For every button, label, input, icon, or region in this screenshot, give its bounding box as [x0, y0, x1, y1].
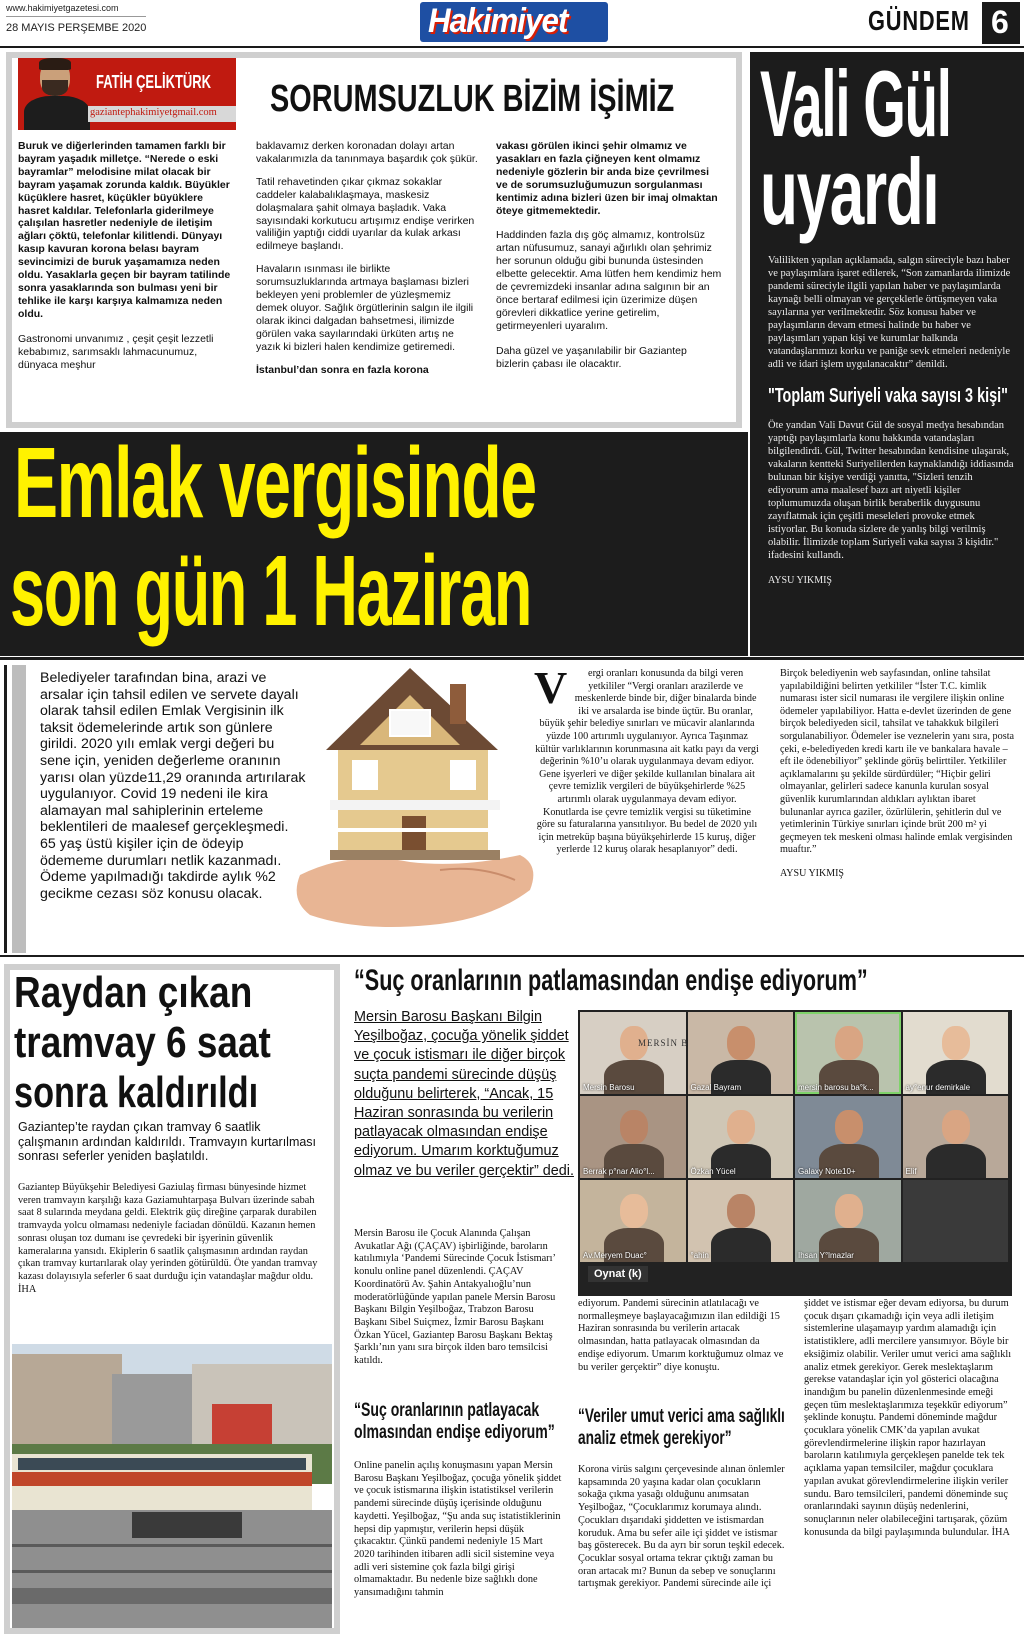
header-rule [0, 46, 1024, 48]
participant-name-label: Gazal Bayram [690, 1083, 742, 1092]
participant-body [711, 1228, 771, 1262]
issue-date: 28 MAYIS PERŞEMBE 2020 [6, 22, 147, 34]
participant-name-label: Ihsan Y°lmazlar [798, 1251, 854, 1260]
emlak-c1: ergi oranları konusunda da bilgi veren yetkililer “Vergi oranları arazilerde ve meskenlerde binde bir, diğer binalarda binde iki ve arsalarda ise binde üçtür. Bu oranlar, büyük şehir belediye sınırları ve mücavir alanlarında yüzde 100 artırımlı uygulanıyor. Ayrıca Taşınmaz kültür varlıklarının korunmasına ait katkı payı da vergi değerinin %10’u olarak uygulanmaya devam ediyor. Gene işyerleri ve diğer şekilde kullanılan binalara ait çevre temizlik vergileri de büyükşehirlerde %25 artırımlı olarak uygulanmaya devam ediyor. Konutlarda ise çevre temizlik vergisi su tüketimine göre su faturalarına yansıtılıyor. Bu bedel de 2020 yılı için metreküp başına büyükşehirlerde 15 kuruş, diğer yerlerde 12 kuruş olarak hesaplanıyor” dedi. [535, 668, 759, 856]
column-col2 [256, 140, 478, 420]
tramvay-headline-1: Raydan çıkan [14, 968, 253, 1017]
house-in-hand-image [290, 650, 540, 940]
house-door [402, 816, 426, 852]
column-col2-p4: İstanbul’dan sonra en fazla korona [256, 363, 429, 376]
hand-shape [297, 855, 534, 927]
suc-sub2: “Veriler umut verici ama sağlıklı analiz etmek gerekiyor” [578, 1406, 785, 1449]
author-beard [42, 80, 68, 96]
participant-face [727, 1026, 755, 1060]
participant-name-label: °ahin [690, 1251, 709, 1260]
house-window-1 [390, 710, 430, 736]
zoom-tile [795, 1096, 901, 1178]
suc-p4: Korona virüs salgını çerçevesinde alınan önlemler kapsamında 20 yaşına kadar olan çocukların sokağa çıkma yasağı olduğunu anımsatan Yeşilboğaz, “Çocuklarımız korumaya alındı. Çocukları dışarıdaki şiddetten ve istismardan koruduk. Ama bu sefer aile içi şiddet ve istismar baş gösterecek. Bu da ayrı bir sorun teşkil edecek. Çocuklar sosyal ortama tekrar çıktığı zaman bu oran artacak mı? Bunun da sebep ve sonuçlarını tartışmak gerekiyor. Pandemi sürecinde aile içi [578, 1464, 785, 1590]
logo-text: Hakimiyet [428, 2, 568, 40]
participant-face [942, 1026, 970, 1060]
section-label: GÜNDEM [868, 5, 970, 36]
suc-sub1: “Suç oranlarının patlayacak olmasından endişe ediyorum” [354, 1400, 555, 1443]
vali-text-box [768, 254, 1014, 587]
emlak-dropcap: V [534, 662, 568, 713]
column-col1 [18, 140, 236, 420]
author-name: FATİH ÇELİKTÜRK [96, 72, 211, 92]
column-col3-p2: Haddinden fazla dış göç almamız, kontrolsüz artan nüfusumuz, sanayi ağırlıklı olan şehrimiz her sorunun olduğu gibi bununda üstesinden elbette gelecektir. Ama lütfen hem kendimiz hem de çevremizdeki insanlar adına salgının bir an önce bertaraf edilmesi için üzerimize düşen görevleri dikkatlice yerine getirelim, getirmeyenleri uyaralım. [496, 229, 722, 332]
zoom-tile [795, 1012, 901, 1094]
emlak-lead: Belediyeler tarafından bina, arazi ve arsalar için tahsil edilen ve servete dayalı olarak tahsil edilen Emlak Vergisinin ilk taksit ödemelerinde artık son günlere girildi. 2020 yılı emlak vergi değeri bu sene için, yeniden değerleme oranının yarısı olan yüzde11,29 oranında artırılarak uygulanıyor. Covid 19 nedeni ile kira alamayan mal sahiplerinin erteleme beklentileri de maalesef gerçekleşmedi. 65 yaş üstü kişiler için de ödeyip ödememe durumları netlik kazanmadı. Ödeme yapılmadığı takdirde aylık %2 gecikme cezası söz konusu olacak. [40, 670, 306, 902]
vali-p2: Öte yandan Vali Davut Gül de sosyal medya hesabından yaptığı paylaşımlarla konu hakkında vatandaşları bilgilendirdi. Gül, Twitter hesabından kendisine ulaşarak, vakaların kentteki Suriyelilerden kaynaklandığı iddiasında bulunan bir kişiye verdiği yanıtta, "Sizleri tenzih ediyorum ama maalesef bazı art niyetli kişiler toplumumuzda oluşan birlik beraberlik duygusunu zayıflatmak için çeşitli meseleleri provoke etmek istiyorlar. Bu konuda sizlere de yanlış bilgi verilmiş olabilir. İlimizde toplam Suriyeli vaka sayısı 3 kişidir." ifadesini kullandı. [768, 420, 1014, 561]
zoom-tile [903, 1180, 1009, 1262]
tramvay-headline-2: tramvay 6 saat [14, 1018, 271, 1067]
emlak-lead-bar-2 [12, 665, 26, 953]
zoom-tiles [580, 1012, 1010, 1264]
vali-headline-2: uyardı [760, 139, 939, 244]
suc-p5: şiddet ve istismar eğer devam ediyorsa, bu durum çocuk dışarı çıkamadığı için veya adli iletişim sistemlerine ulaşamayıp yardım alamadığı için istatistiklere, adli mercilere yansımıyor. Böyle bir eksiğimiz olabilir. Veriler umut verici ama sağlıklı analiz etmek gerekiyor. Gerek meslektaşlarım gerekse vatandaşlar için yol gösterici olacağına inandığım bu panelin düzenlenmesinde emeği geçen tüm meslektaşlarımıza teşekkür ediyorum” şeklinde konuştu. Pandemi döneminde mağdur çocuklara yönelik CMK’da yapılan avukat görevlendirmelerine ilişkin rapor hazırlayan baroların katılımıyla gerçekleşen panelde tek tek açıklama yapan temsilciler, mağdur çocuklara yapılan avukat görevlendirmelerine ilişkin veriler sundu. Baro temsilcileri, pandemi döneminde suç oranlarındaki sayının düşüş nedenlerini, sonuçlarının neler olabileceğini tartışarak, çözüm konusunda da bilgi paylaşımında bulundular. İHA [804, 1298, 1012, 1538]
column-title: SORUMSUZLUK BİZİM İŞİMİZ [270, 78, 675, 120]
fence [12, 1588, 332, 1604]
rail-2 [12, 1570, 332, 1573]
emlak-col2 [780, 668, 1016, 944]
suc-p1: Mersin Barosu ile Çocuk Alanında Çalışan Avukatlar Ağı (ÇAÇAV) işbirliğinde, baroların katılımıyla ‘Pandemi Sürecinde Çocuk İstismarı’ konulu online panel düzenlendi. ÇAÇAV Koordinatörü Av. Şahin Antakyalıoğlu’nun moderatörlüğünde yapılan panele Mersin Barosu Başkanı Bilgin Yeşilboğaz, Trabzon Barosu Başkanı Sibel Suiçmez, İzmir Barosu Başkanı Özkan Yücel, Gaziantep Barosu Başkanı Bektaş Şarklı’nın yanı sıra birçok ilden baro temsilcisi katıldı. [354, 1228, 556, 1367]
zoom-tile [580, 1096, 686, 1178]
emlak-headline-2: son gün 1 Haziran [10, 535, 532, 647]
house-porch [330, 800, 500, 810]
emlak-c2: Birçok belediyenin web sayfasından, online tahsilat yapılabildiğini belirten yetkililer “İster T.C. kimlik numarası ister sicil numarası ile vergilere ilişkin online ödemeler yapılabiliyor. Hatta e-devlet üzerinden de gene birçok belediyeden sicil, tahsilat ve tahakkuk bilgileri sorgulanabiliyor. Ödemeler ise veznelerin yanı sıra, posta çeki, e-belediyeden kredi kartı ile ve bankalara havale – eft ile ödenebiliyor” şeklinde görüş belirttiler. Yetkililer açıklamalarını şu şekilde sürdürdüler; “Hiçbir geliri olmayanlar, gelirleri sadece kanunla kurulan sosyal güvenlik kurumlarından aldıkları aylıktan ibaret bulunanlar ayrıca gaziler, özürlülerin, şehitlerin dul ve yetimlerinin Türkiye sınırları içinde brüt 200 m² yi geçmeyen tek meskeni olması halinde emlak vergisinden muaftır.” [780, 668, 1015, 856]
zoom-tile [580, 1180, 686, 1262]
author-email[interactable]: gaziantephakimiyetgmail.com [90, 107, 217, 118]
author-hair [39, 58, 71, 70]
author-photo [26, 58, 88, 130]
website-url[interactable]: www.hakimiyetgazetesi.com [6, 3, 119, 13]
tram-accident-photo [12, 1344, 332, 1628]
vali-p1: Valilikten yapılan açıklamada, salgın süreciyle bazı haber ve paylaşımlara işaret edilerek, “Son zamanlarda ilimizde pandemi süreciyle ilgili yapılan haber ve paylaşımlarda kaynağı belli olmayan ve gerçeklerle örtüşmeyen vaka sayılarına yer verilmektedir. Söz konusu haber ve paylaşımların devam etmesi halinde bu haber ve paylaşımları yapan kişi ve kurumlar halkında vatandaşlarımızı korku ve paniğe sevk etmeleri nedeniyle adli ve idari işlem uygulanacaktır” denildi. [768, 255, 1011, 370]
house-chimney [450, 684, 466, 724]
zoom-tile [903, 1096, 1009, 1178]
house-base [330, 850, 500, 860]
participant-face [942, 1110, 970, 1144]
crowd [132, 1512, 242, 1538]
participant-face [835, 1026, 863, 1060]
participant-face [620, 1194, 648, 1228]
participant-name-label: ay°enur demirkale [905, 1083, 971, 1092]
tramvay-p1: Gaziantep Büyükşehir Belediyesi Gaziulaş firması bünyesinde hizmet veren tramvayın karşılığı kaza Gaziamuhtarpaşa Bulvarı üzerinde sabah saat 8 sularında meydana geldi. Elektrik güç direğine çarparak durabilen tramvayda yolcu olmaması nedeniyle faciadan dönüldü. Kazanın hemen sonrası oluşan toz dumanı ise çevredeki bir işyerinin güvenlik kameralarına yansıdı. Ekiplerin 6 saatlik çalışmasının ardından raydan çıkan tramvay kurtarılarak olay yerinden götürüldü. Öte yandan tramvay kazası dolayısıyla seferler 6 saat durduğu için vatandaşlar mağdur oldu. İHA [18, 1182, 318, 1295]
column-col3 [496, 140, 722, 420]
column-col3-bold: vakası görülen ikinci şehir olmamız ve yasakları en fazla çiğneyen kent olmamız nedeniyle gözlerin bir anda bize çevrilmesi ve de sorumsuzluğumuzun sorgulanması kentimiz adına bizleri üzen bir imaj olmaktan öteye gitmemektedir. [496, 140, 718, 217]
participant-face [620, 1110, 648, 1144]
house-window-3 [450, 760, 476, 790]
participant-face [835, 1194, 863, 1228]
emlak-lead-bar [4, 665, 7, 953]
column-col2-p1: baklavamız derken koronadan dolayı artan vakalarımızla da tanınmaya başardık çok şükür. [256, 140, 478, 165]
zoom-tile [580, 1012, 689, 1094]
participant-name-label: mersin barosu ba°k... [798, 1083, 874, 1092]
vali-headline-1: Vali Gül [760, 51, 951, 156]
tram-stripe [12, 1472, 312, 1486]
column-col2-p3: Havaların ısınması ile birlikte sorumsuzluklarında artmaya başlaması bizleri bekleyen yeni problemler de yüzleşmemiz demek oluyor. Sağlık örgütlerinin salgın ile ilgili olarak ikinci dalgadan bahsetmesi, ilimizde görülen vaka sayılarındaki ürküten artış ne yazık ki bizleri halen kendimize getiremedi. [256, 263, 474, 353]
vali-subhead: "Toplam Suriyeli vaka sayısı 3 kişi" [768, 385, 1008, 407]
author-body [24, 96, 90, 130]
participant-body [926, 1144, 986, 1178]
house-railing [336, 828, 494, 832]
participant-face [727, 1110, 755, 1144]
suc-headline: “Suç oranlarının patlamasından endişe ediyorum” [354, 964, 868, 997]
column-col3-p3: Daha güzel ve yaşanılabilir bir Gaziantep bizlerin çabası ile olacaktır. [496, 344, 687, 370]
masthead-rule [6, 16, 146, 17]
participant-name-label: Mersin Barosu [583, 1083, 635, 1092]
suc-p3: ediyorum. Pandemi sürecinin atlatılacağı ve normalleşmeye başlayacağımızın ilan edildiği 15 Haziran sonrasında bu verilerin artacak olmasından, hatta patlayacak olmasından da endişe ediyorum. Umarım korktuğumuz olmaz ve bu veriler gerçektir” diye konuştu. [578, 1298, 784, 1373]
emlak-col1 [534, 662, 760, 944]
emlak-headline-1: Emlak vergisinde [14, 427, 536, 539]
zoom-play-label[interactable]: Oynat (k) [588, 1266, 648, 1282]
participant-name-label: Elif [905, 1167, 917, 1176]
rail-1 [12, 1544, 332, 1547]
zoom-tile [903, 1012, 1009, 1094]
participant-name-label: Berrak p°nar Alio°l... [583, 1167, 655, 1176]
zoom-sign-text: MERSİN B [638, 1038, 689, 1048]
house-window-2 [352, 760, 378, 790]
zoom-tile [688, 1012, 794, 1094]
column-col1-bold: Buruk ve diğerlerinden tamamen farklı bir bayram yaşadık milletçe. “Nerede o eski bayramlar” melodisine milat olacak bir bayram yaşamak zorunda kaldık. Büyükler küçüklere hasret, küçükler büyüklere hasret kaldılar. Telefonlarla giderilmeye çalışılan hasretler nedeniyle de iletişim ağları çöktü, telefonlar kilitlendi. Dünyayı kasıp kavuran korona belası bayram sevincimizi de buruk yaşamamıza neden oldu. Yasaklarla geçen bir bayram tatilinde sonra yasaklarında son bulması yeni bir tehlike ile karşı karşıya kalmamıza neden oldu. [18, 140, 231, 320]
page-number: 6 [991, 4, 1009, 40]
suc-p2: Online panelin açılış konuşmasını yapan Mersin Barosu Başkanı Yeşilboğaz, çocuğa yönelik şiddet ve çocuk istismarına ilişkin istatistiksel verilerin pandemi sürecinde düşüş içerisinde olduğunu kaydetti. Yeşilboğaz, “Şu anda suç istatistiklerinin hepsi dip yapmıştır, verilerin hepsi düşük çıkacaktır. Çünkü pandemi nedeniyle 15 Mart 2020 tarihinden itibaren adli sicil sistemine veya adli veri sistemine çok fazla bilgi girişi olmamaktadır. Bu nedenle bize sağlıklı done yansımadığını tahmin [354, 1460, 562, 1599]
participant-name-label: Av.Meryem Duac° [583, 1251, 647, 1260]
zoom-tile [688, 1096, 794, 1178]
suc-lead: Mersin Barosu Başkanı Bilgin Yeşilboğaz, çocuğa yönelik şiddet ve çocuk istismarı ile diğer birçok suçta pandemi sürecinde düşüş olduğunu belirterek, “Ancak, 15 Haziran sonrasında bu verilerin patlayacak olmasından endişe ediyorum. Umarım korktuğumuz olmaz ve bu veriler gerçektir” dedi. [354, 1009, 574, 1179]
tramvay-lead: Gaziantep’te raydan çıkan tramvay 6 saatlik çalışmanın ardından kaldırıldı. Tramvayın kurtarılması sonrası seferler yeniden başlatıldı. [18, 1120, 317, 1163]
tramvay-headline-3: sonra kaldırıldı [14, 1068, 259, 1117]
emlak-bottom-rule [0, 955, 1024, 957]
zoom-tile [688, 1180, 794, 1262]
column-col2-p2: Tatil rehavetinden çıkar çıkmaz sokaklar caddeler kalabalıklaşmaya, maskesiz dolaşmalara şahit olmaya başladık. Vaka sayısındaki korkutucu artışımız endişe verirken valiliğin yaptığı ciddi uyarılar da kulak arkası edilmeye başlandı. [256, 175, 475, 253]
author-banner [18, 58, 236, 130]
tram-windows [18, 1458, 306, 1470]
column-col1-p2: Gastronomi unvanımız , çeşit çeşit lezzetli kebabımız, sarımsaklı lahmacunumuz, dünyaca meşhur [18, 332, 214, 371]
participant-name-label: Özkan Yücel [690, 1167, 736, 1176]
participant-name-label: Galaxy Note10+ [798, 1167, 856, 1176]
emlak-byline: AYSU YIKMIŞ [780, 867, 844, 879]
zoom-tile [795, 1180, 901, 1262]
logo[interactable] [420, 2, 608, 42]
participant-face [727, 1194, 755, 1228]
participant-face [835, 1110, 863, 1144]
vali-byline: AYSU YIKMIŞ [768, 575, 832, 586]
